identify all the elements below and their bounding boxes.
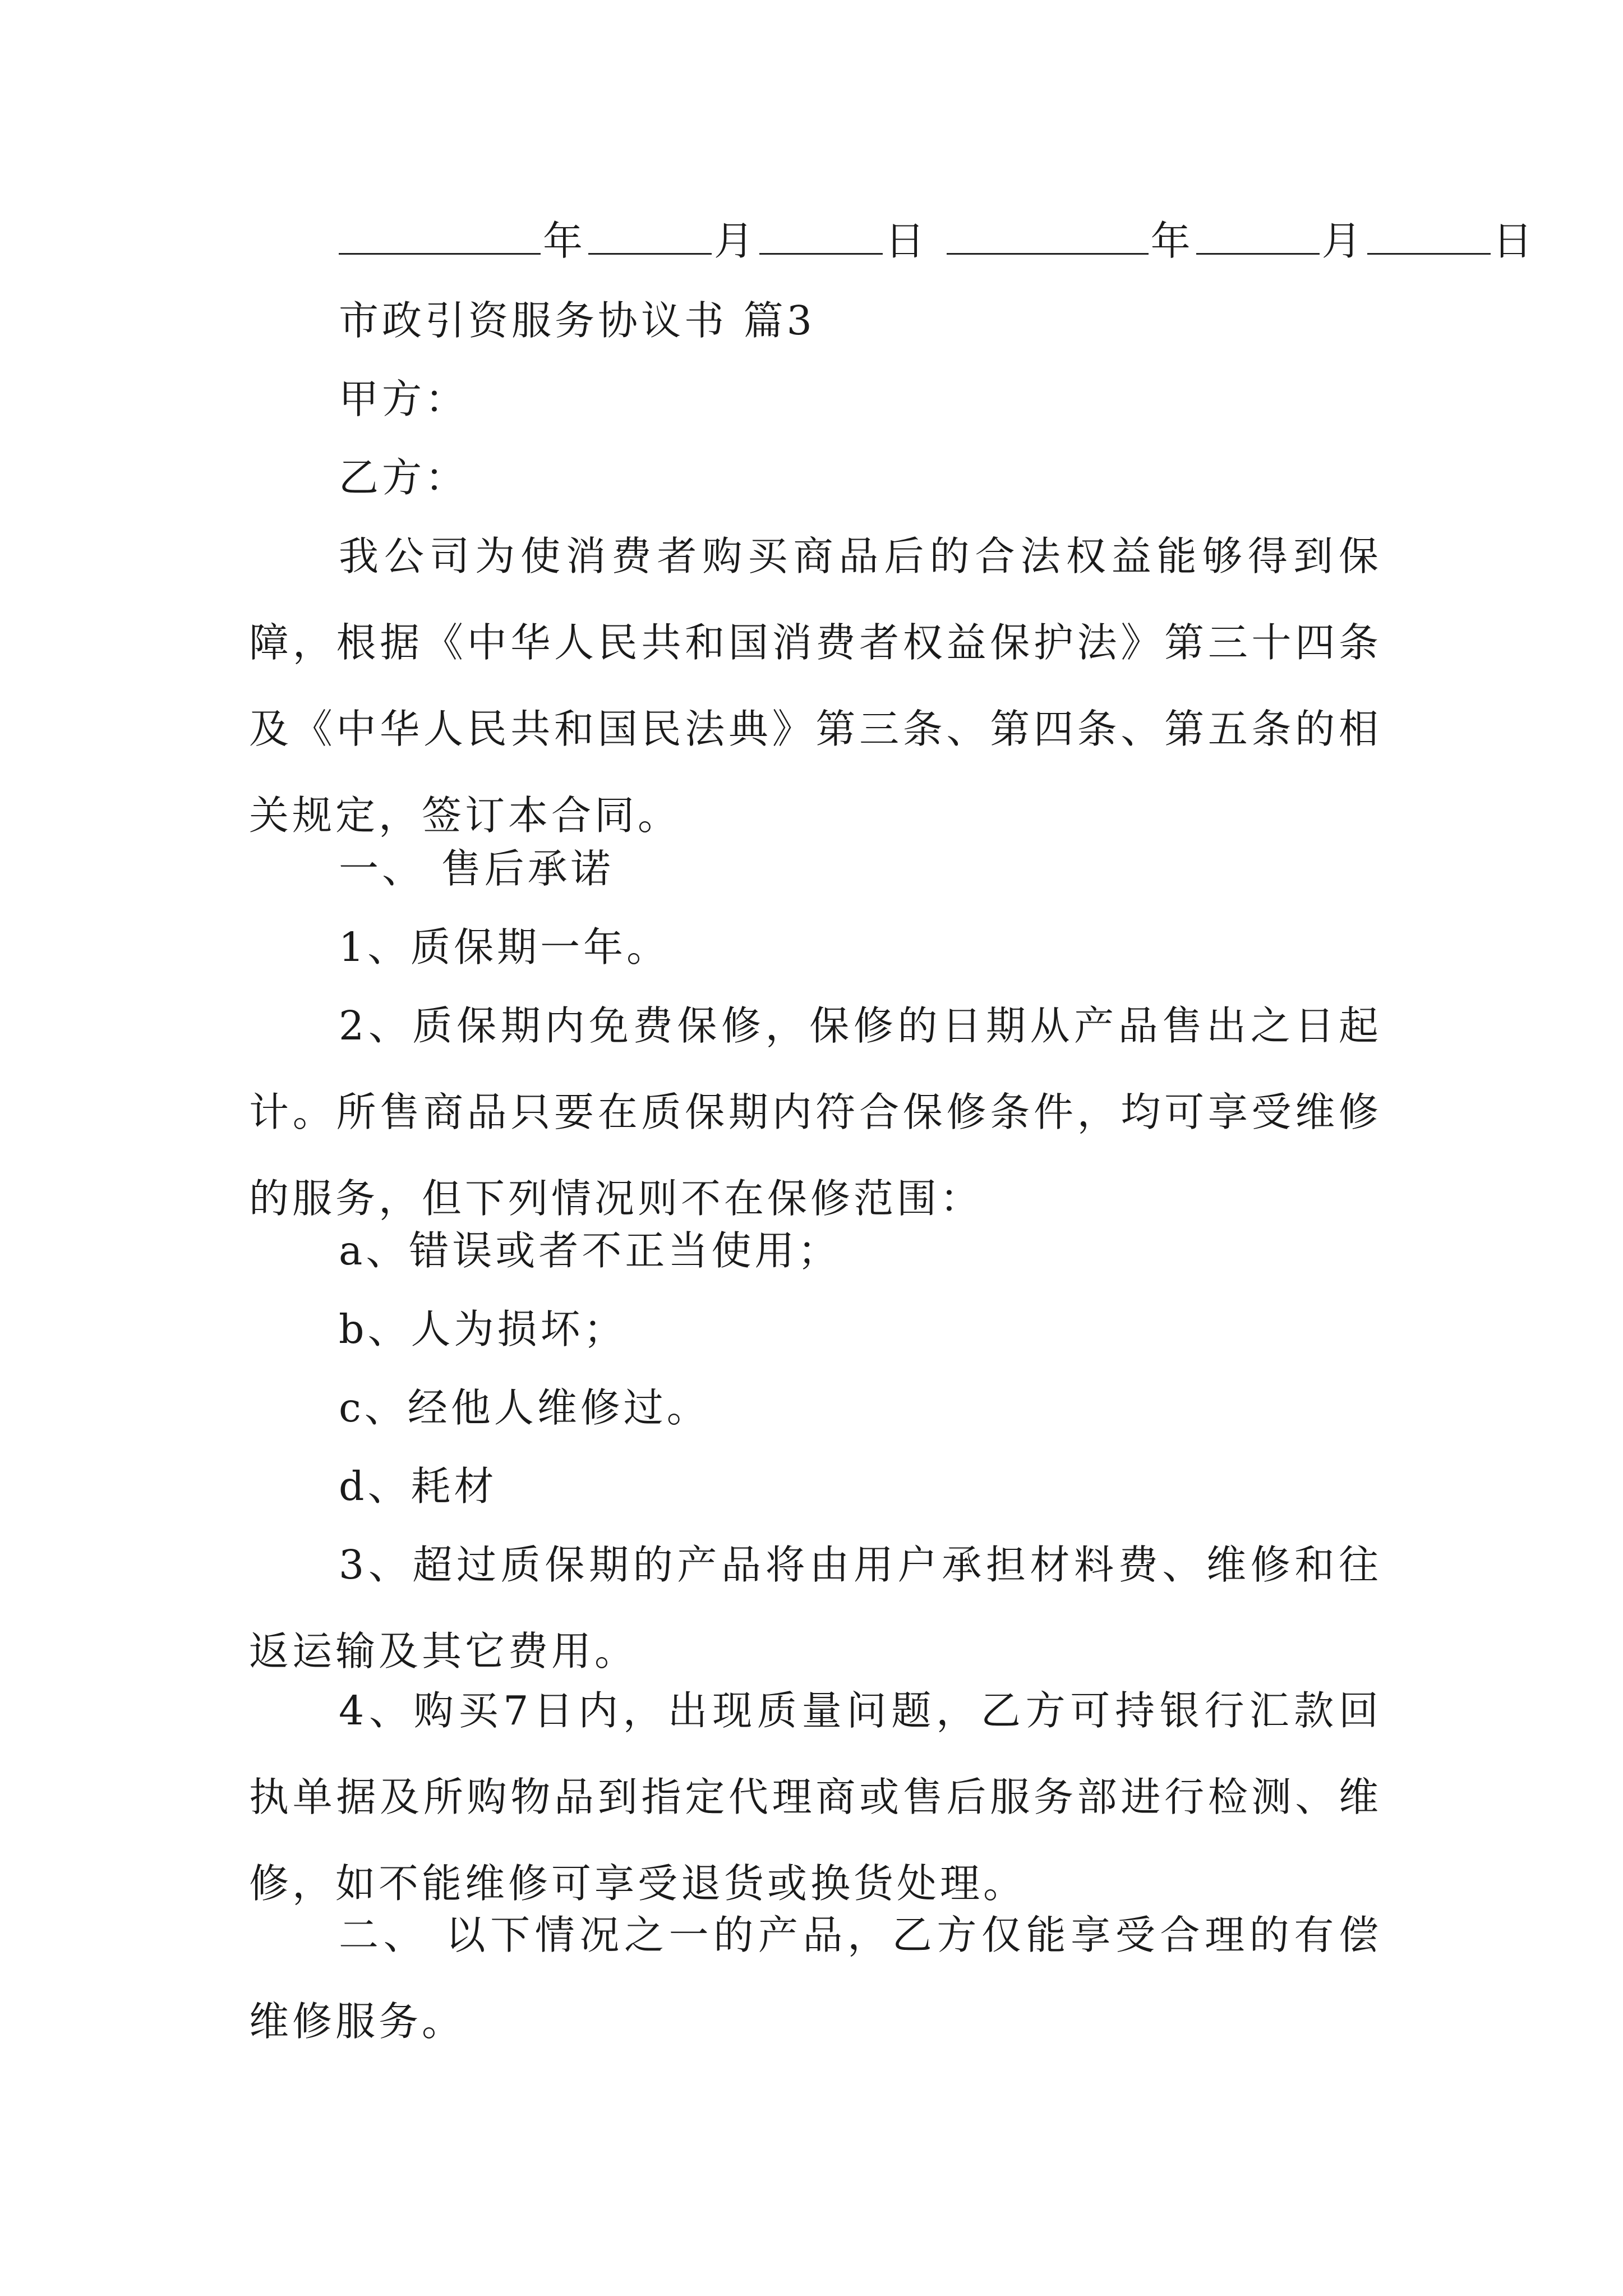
day-blank[interactable] xyxy=(759,219,883,255)
intro-paragraph: 我公司为使消费者购买商品后的合法权益能够得到保障，根据《中华人民共和国消费者权益保护法》第三十四条及《中华人民共和国民法典》第三条、第四条、第五条的相关规定，签订本合同。 xyxy=(249,533,1382,839)
year-blank[interactable] xyxy=(339,219,541,255)
year-label: 年 xyxy=(1150,218,1194,264)
day-blank[interactable] xyxy=(1367,219,1491,255)
day-label: 日 xyxy=(1492,218,1536,264)
clause-2: 2、质保期内免费保修，保修的日期从产品售出之日起计。所售商品只要在质保期内符合保修条件，均可享受维修的服务，但下列情况则不在保修范围： xyxy=(249,1002,1382,1222)
party-a-label: 甲方： xyxy=(339,376,469,422)
exclusion-b: b、人为损坏； xyxy=(339,1306,627,1352)
month-blank[interactable] xyxy=(588,219,712,255)
date-field-1 xyxy=(339,213,930,269)
date-field-2 xyxy=(947,213,1538,269)
heading-after-sales-commitment: 一、 售后承诺 xyxy=(339,845,614,892)
exclusion-d: d、耗材 xyxy=(339,1463,497,1510)
month-label: 月 xyxy=(714,218,758,264)
heading-paid-repair: 二、 以下情况之一的产品，乙方仅能享受合理的有偿维修服务。 xyxy=(249,1912,1382,2045)
clause-1: 1、质保期一年。 xyxy=(339,924,670,970)
signature-date-line xyxy=(339,213,1538,269)
month-blank[interactable] xyxy=(1196,219,1320,255)
year-label: 年 xyxy=(543,218,587,264)
exclusion-a: a、错误或者不正当使用； xyxy=(339,1227,841,1274)
clause-3: 3、超过质保期的产品将由用户承担材料费、维修和往返运输及其它费用。 xyxy=(249,1542,1382,1674)
year-blank[interactable] xyxy=(947,219,1149,255)
month-label: 月 xyxy=(1321,218,1365,264)
party-b-label: 乙方： xyxy=(339,454,469,501)
exclusion-c: c、经他人维修过。 xyxy=(339,1384,710,1431)
day-label: 日 xyxy=(885,218,929,264)
clause-4: 4、购买7日内，出现质量问题，乙方可持银行汇款回执单据及所购物品到指定代理商或售后服务部进行检测、维修，如不能维修可享受退货或换货处理。 xyxy=(249,1687,1382,1907)
section-title: 市政引资服务协议书 篇3 xyxy=(339,297,815,344)
